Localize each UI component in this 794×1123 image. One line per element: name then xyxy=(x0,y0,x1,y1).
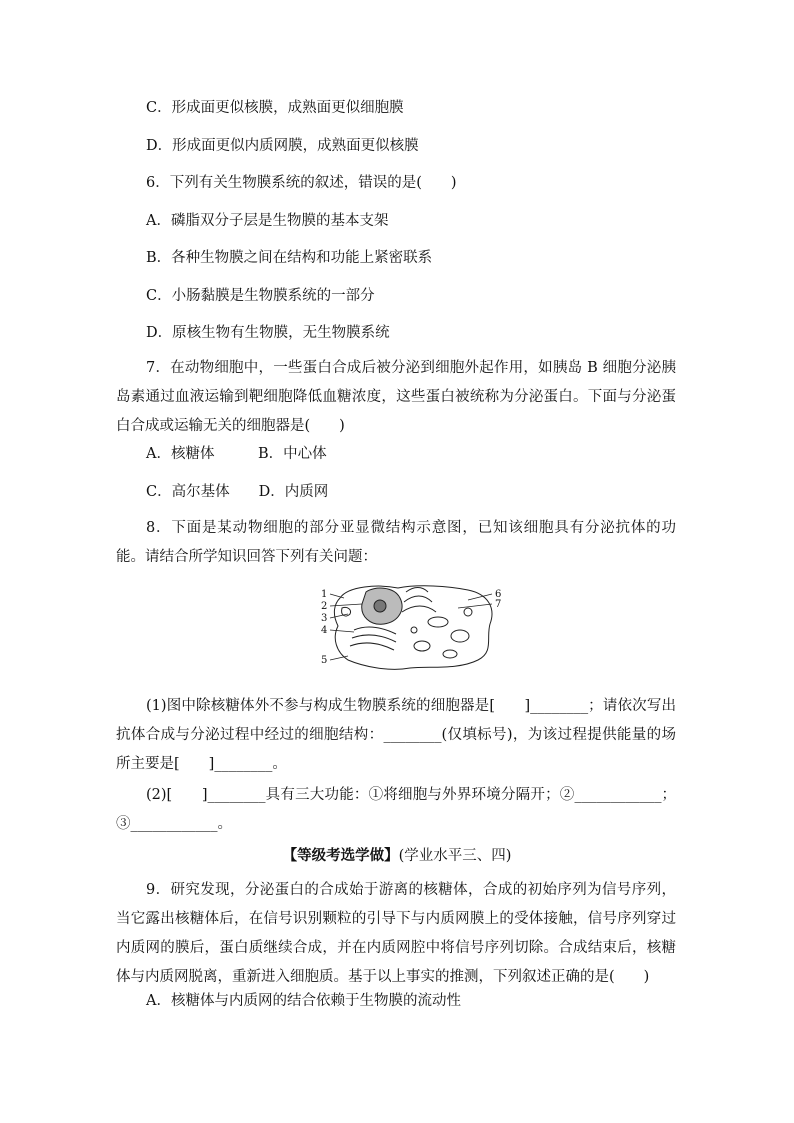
figure-label-4: 4 xyxy=(321,625,328,636)
cell-diagram xyxy=(318,582,508,672)
q9-option-a: A．核糖体与内质网的结合依赖于生物膜的流动性 xyxy=(146,993,461,1009)
q7-options-ab: A．核糖体 B．中心体 xyxy=(146,446,327,462)
q8-part-1: (1)图中除核糖体外不参与构成生物膜系统的细胞器是[ ]________；请依次写出抗体合成与分泌过程中经过的细胞结构：________(仅填标号)，为该过程提供能量的场所主要是[ ]________。 xyxy=(116,698,676,772)
q8-part-2: (2)[ ]________具有三大功能：①将细胞与外界环境分隔开；②____________；③____________。 xyxy=(116,787,676,832)
q7-stem: 7．在动物细胞中，一些蛋白合成后被分泌到细胞外起作用，如胰岛 B 细胞分泌胰岛素通过血液运输到靶细胞降低血糖浓度，这些蛋白被统称为分泌蛋白。下面与分泌蛋白合成或运输无关的细胞器是( ) xyxy=(116,360,676,434)
section-heading xyxy=(0,846,794,866)
q8-stem: 8．下面是某动物细胞的部分亚显微结构示意图，已知该细胞具有分泌抗体的功能。请结合所学知识回答下列有关问题： xyxy=(116,520,676,565)
section-level-text: (学业水平三、四) xyxy=(398,848,512,864)
figure-label-7: 7 xyxy=(495,599,502,610)
figure-label-2: 2 xyxy=(321,601,328,612)
q6-option-a: A．磷脂双分子层是生物膜的基本支架 xyxy=(146,213,389,229)
figure-label-6: 6 xyxy=(495,589,502,600)
q7-options-cd: C．高尔基体 D．内质网 xyxy=(146,484,329,500)
q6-option-c: C．小肠黏膜是生物膜系统的一部分 xyxy=(146,288,375,304)
q6-option-b: B．各种生物膜之间在结构和功能上紧密联系 xyxy=(146,250,433,266)
line-q5-d: D．形成面更似内质网膜，成熟面更似核膜 xyxy=(146,138,419,154)
q6-option-d: D．原核生物有生物膜，无生物膜系统 xyxy=(146,325,390,341)
q6-stem: 6．下列有关生物膜系统的叙述，错误的是( ) xyxy=(146,175,457,191)
section-bracket-text: 【等级考选学做】 xyxy=(282,847,399,864)
line-q5-c: C．形成面更似核膜，成熟面更似细胞膜 xyxy=(146,100,404,116)
q9-stem: 9．研究发现，分泌蛋白的合成始于游离的核糖体，合成的初始序列为信号序列，当它露出核糖体后，在信号识别颗粒的引导下与内质网膜上的受体接触，信号序列穿过内质网的膜后，蛋白质继续合成，并在内质网腔中将信号序列切除。合成结束后，核糖体与内质网脱离，重新进入细胞质。基于以上事实的推测，下列叙述正确的是( ) xyxy=(116,882,676,985)
figure-label-5: 5 xyxy=(321,655,328,666)
figure-label-1: 1 xyxy=(321,589,328,600)
figure-label-3: 3 xyxy=(321,613,328,624)
